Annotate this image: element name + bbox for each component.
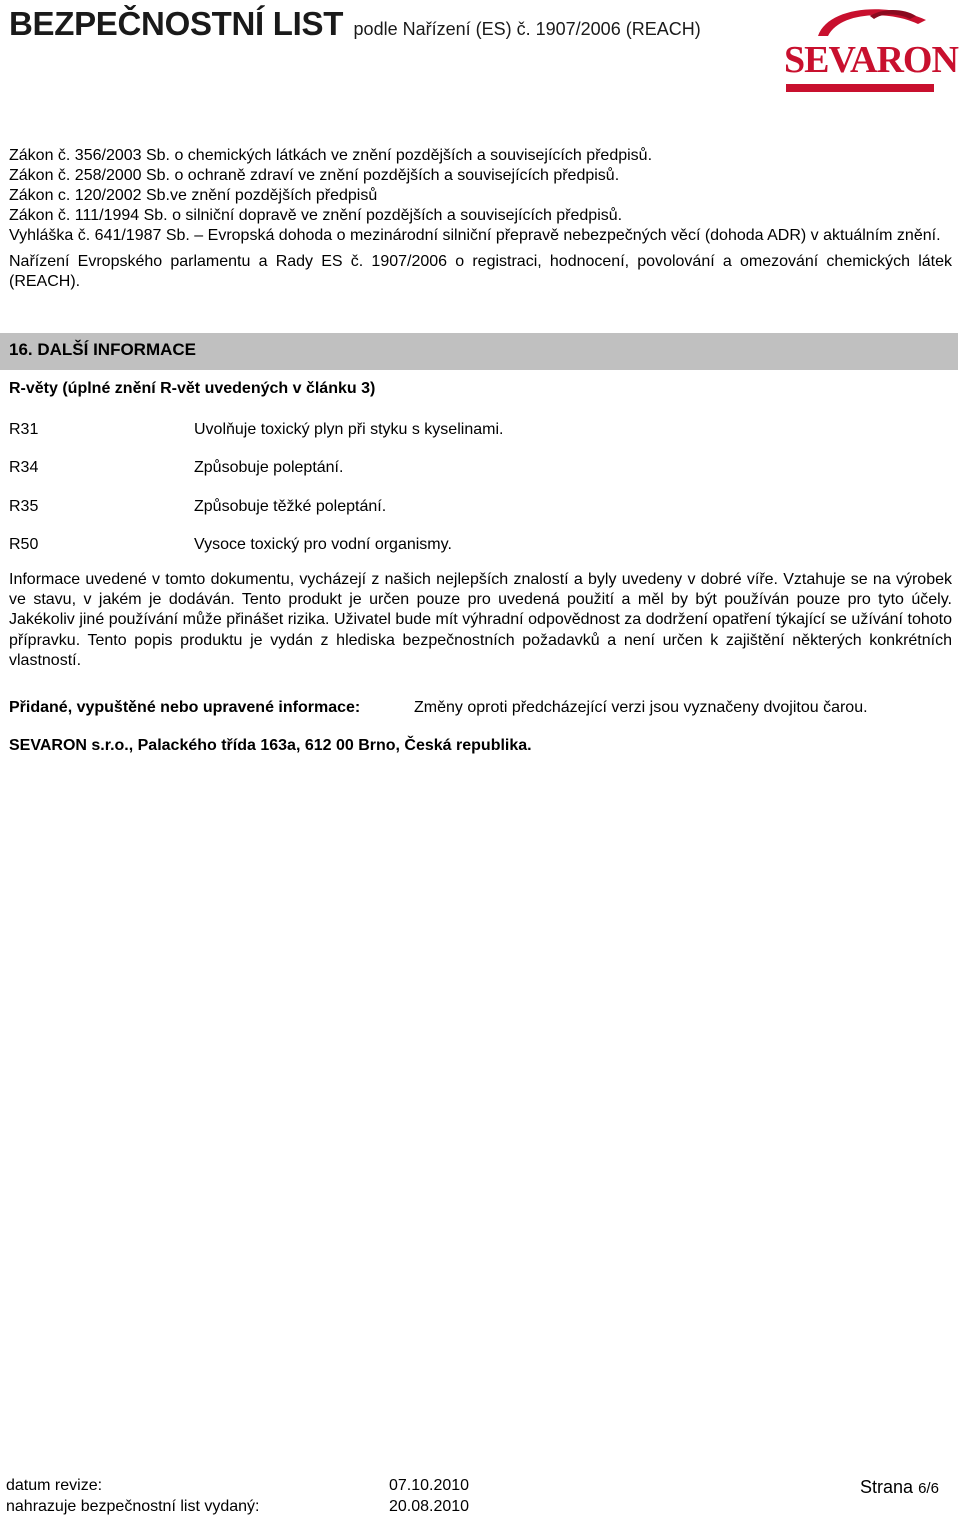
r-phrase-row [9,459,949,481]
page-number: 6/6 [918,1480,939,1497]
document-title [9,5,701,43]
r-phrase-row [9,421,949,443]
r-phrase-row [9,498,949,520]
r-phrase-code: R34 [9,459,39,476]
disclaimer-paragraph: Informace uvedené v tomto dokumentu, vycházejí z našich nejlepších znalostí a byly uvedeny v dobré víře. Vztahuje se na výrobek ve stavu, v jakém je dodáván. Tento produkt je určen pouze pro uvedená použití a měl by být používán pouze pro tyto účely. Jakékoliv jiné používání může přinášet rizika. Uživatel bude mít výhradní odpovědnost za dodržení opatření týkající se užívání tohoto přípravku. Tento popis produktu je vydán z hlediska bezpečnostních požadavků a není určen k zajištění některých konkrétních vlastností. [9,571,952,669]
r-phrase-text: Způsobuje poleptání. [194,459,344,476]
company-address: SEVARON s.r.o., Palackého třída 163a, 612 00 Brno, Česká republika. [9,737,532,754]
logo-text: SEVARON [784,39,958,81]
title-subtitle: podle Nařízení (ES) č. 1907/2006 (REACH) [353,19,701,39]
law-item: Vyhláška č. 641/1987 Sb. – Evropská dohoda o mezinárodní silniční přepravě nebezpečných věcí (dohoda ADR) v aktuálním znění. [9,227,941,244]
logo-underline [786,84,934,92]
section-16-heading [0,333,958,370]
changes-note [9,699,949,721]
changes-value: Změny oproti předcházející verzi jsou vyznačeny dvojitou čarou. [414,699,868,716]
r-phrase-row [9,536,949,558]
r-phrases-title: R-věty (úplné znění R-vět uvedených v článku 3) [9,380,376,397]
revision-label: datum revize: [6,1477,103,1494]
r-phrase-code: R31 [9,421,39,438]
document-header [0,0,960,110]
r-phrase-code: R35 [9,498,39,515]
section-heading-text: 16. DALŠÍ INFORMACE [9,340,197,359]
law-item: Zákon č. 111/1994 Sb. o silniční dopravě ve znění pozdějších a souvisejících předpisů. [9,207,623,224]
law-item: Zákon č. 258/2000 Sb. o ochraně zdraví ve znění pozdějších a souvisejících předpisů. [9,167,620,184]
replaces-label: nahrazuje bezpečnostní list vydaný: [6,1498,260,1515]
law-item: Nařízení Evropského parlamentu a Rady ES č. 1907/2006 o registraci, hodnocení, povolování a omezování chemických látek (REACH). [9,253,952,290]
r-phrase-text: Způsobuje těžké poleptání. [194,498,387,515]
page-indicator [860,1477,939,1498]
title-main: BEZPEČNOSTNÍ LIST [9,5,344,42]
law-item: Zákon c. 120/2002 Sb.ve znění pozdějších předpisů [9,187,378,204]
document-footer [0,1474,960,1518]
r-phrase-code: R50 [9,536,39,553]
sevaron-logo [778,0,958,100]
legislation-list [9,146,952,292]
revision-date: 07.10.2010 [389,1477,470,1494]
r-phrase-text: Uvolňuje toxický plyn při styku s kyselinami. [194,421,504,438]
page-label: Strana [860,1477,914,1497]
law-item: Zákon č. 356/2003 Sb. o chemických látkách ve znění pozdějších a souvisejících předpisů. [9,147,653,164]
replaces-date: 20.08.2010 [389,1498,470,1515]
r-phrase-text: Vysoce toxický pro vodní organismy. [194,536,452,553]
changes-label: Přidané, vypuštěné nebo upravené informace: [9,699,361,716]
